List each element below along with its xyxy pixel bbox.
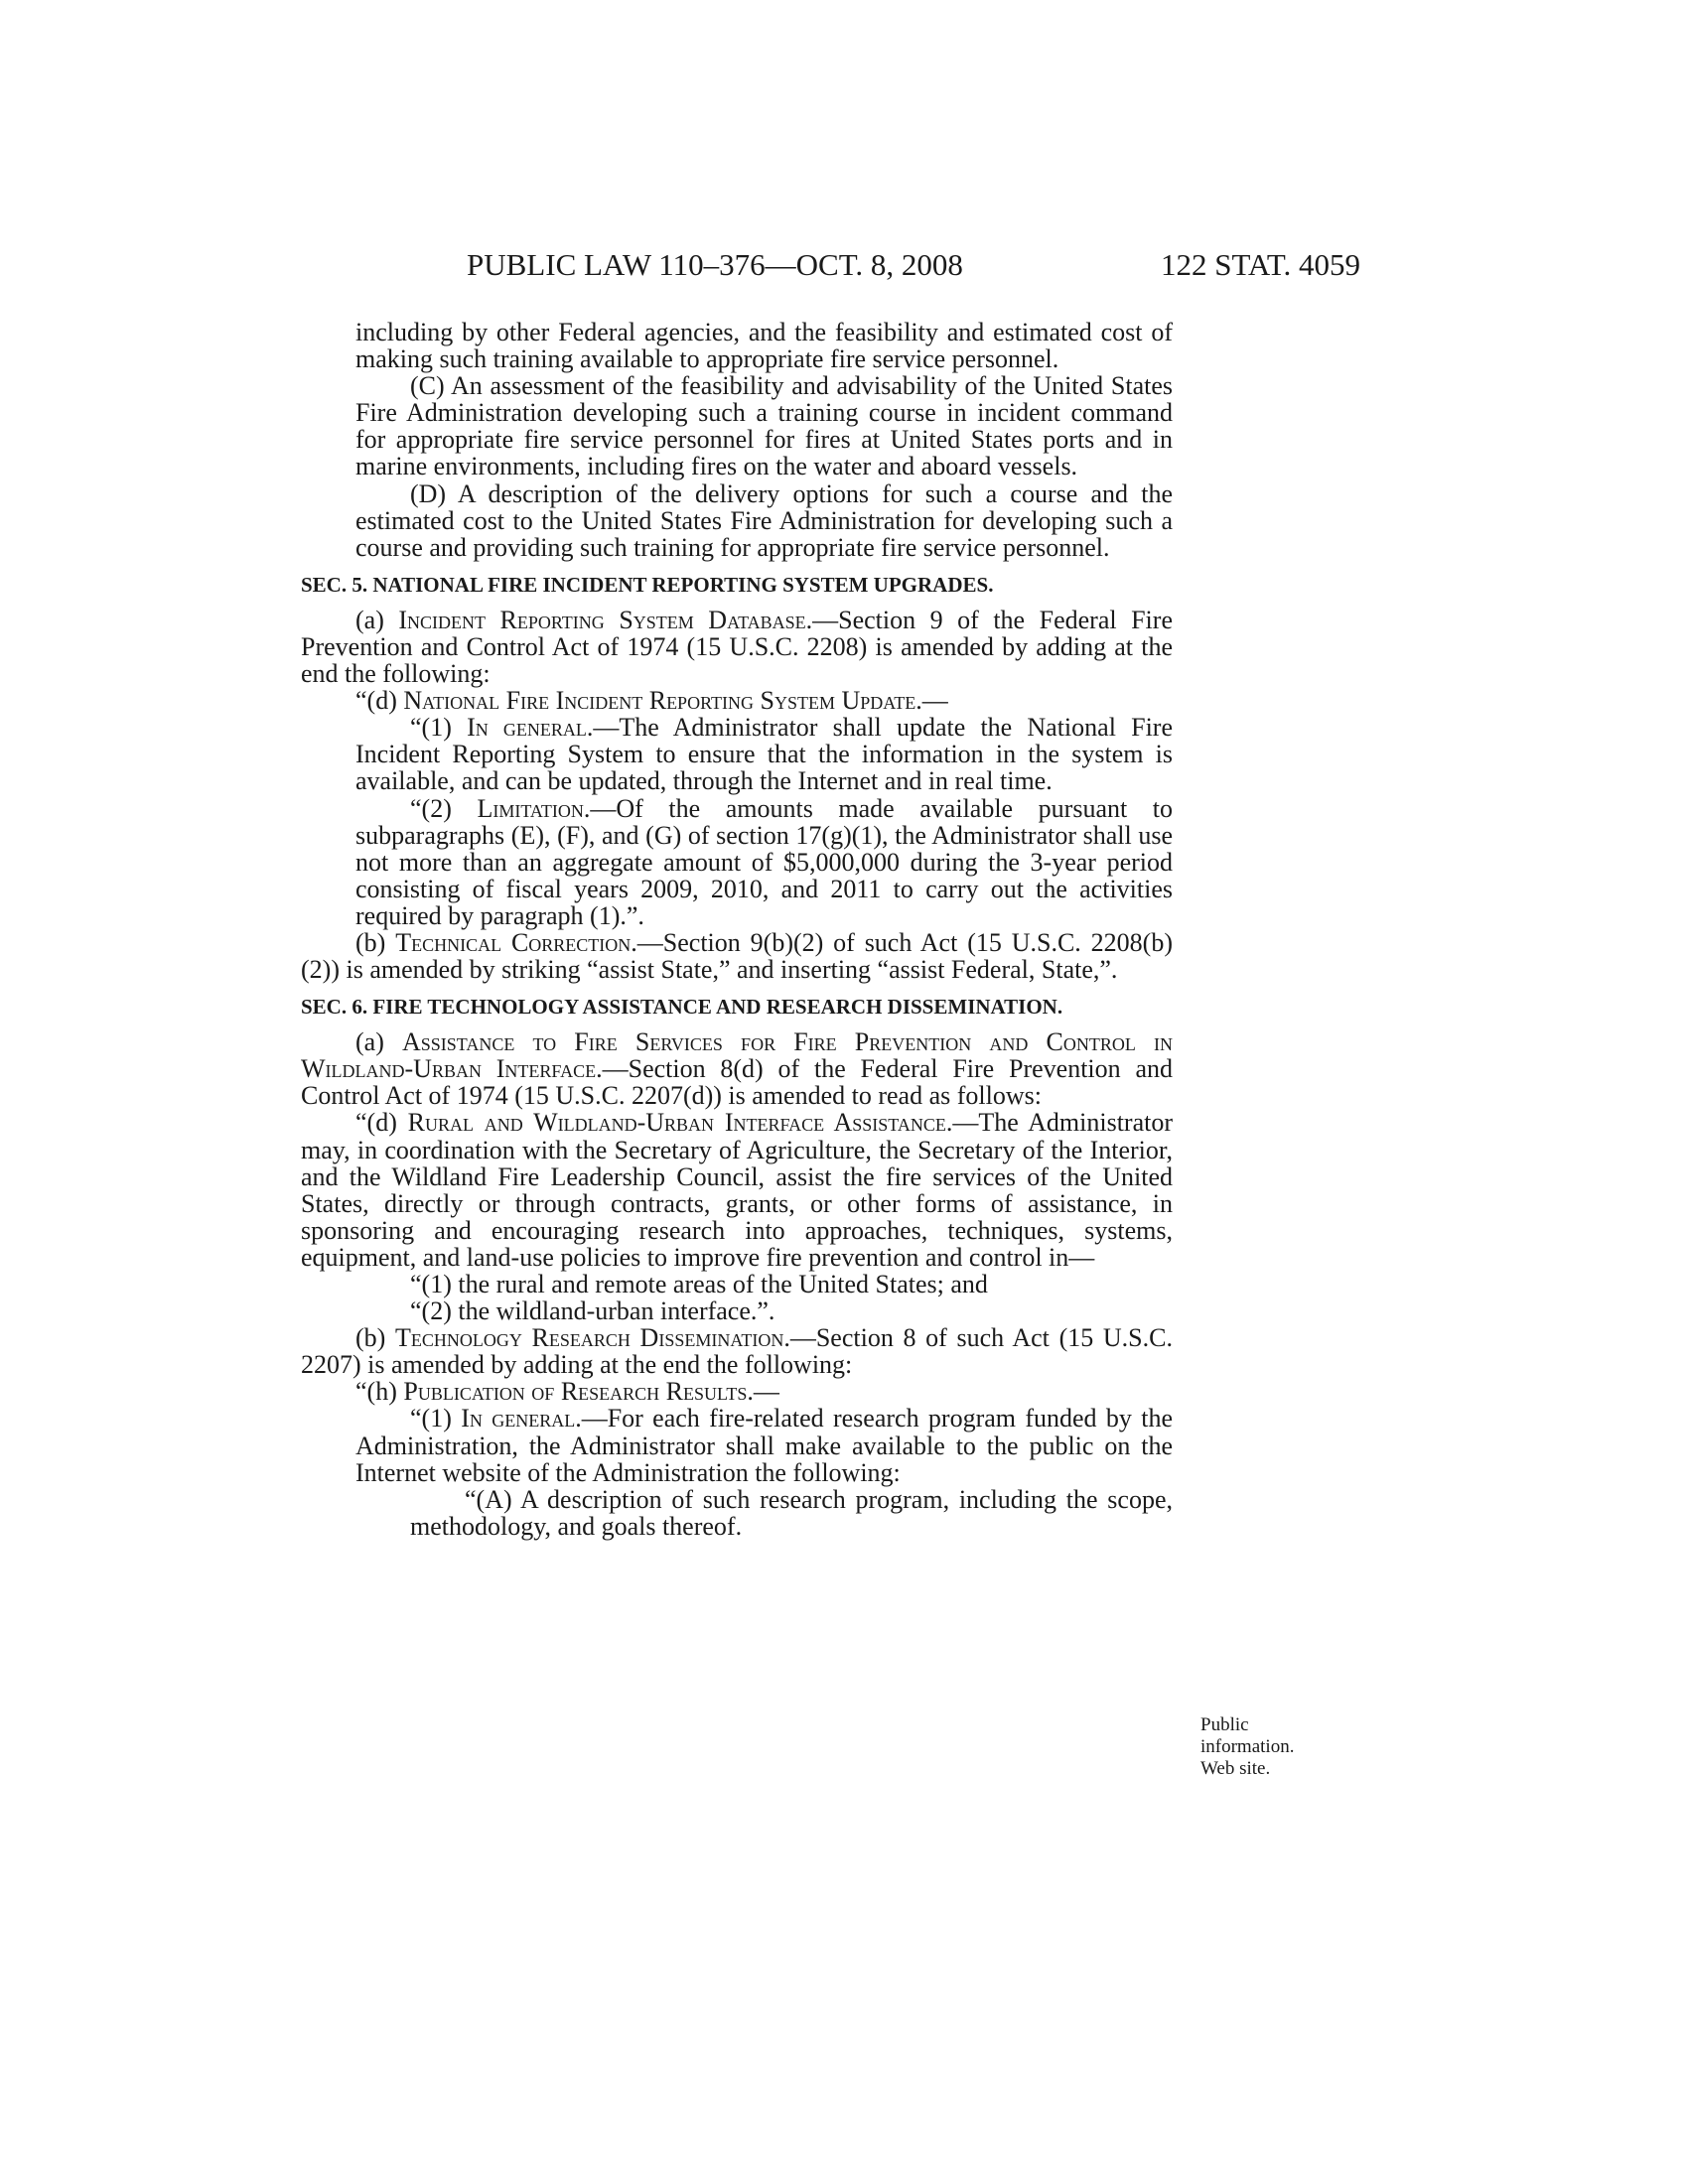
label-b: (b)	[355, 927, 396, 957]
subsection-5a	[301, 607, 1173, 687]
label-a: (a)	[355, 605, 399, 634]
quoted-subsection-6d-text: —The Administrator may, in coordination with the Secretary of Agriculture, the Secretary of the Interior, and the Wildland Fire Leadership Council, assist the fire services of the United States, directly or through contracts, grants, or other forms of assistance, in sponsoring and encouraging research into approaches, techniques, systems, equipment, and land-use policies to improve fire prevention and control in—	[301, 1108, 1173, 1272]
section-5-heading: SEC. 5. NATIONAL FIRE INCIDENT REPORTING SYSTEM UPGRADES.	[301, 572, 994, 597]
subsection-5b	[301, 929, 1173, 983]
quoted-subsection-h	[301, 1378, 1173, 1405]
margin-note-line-2: information.	[1200, 1736, 1295, 1757]
subsection-5b-heading: Technical Correction.	[395, 927, 637, 957]
quoted-paragraph-h1-heading: In general.	[461, 1404, 582, 1433]
quoted-subsection-6d	[301, 1109, 1173, 1271]
statute-page-number: 122 STAT. 4059	[1160, 247, 1360, 282]
quoted-subsection-6d-heading: Rural and Wildland-Urban Interface Assistance.	[407, 1108, 953, 1138]
running-header	[467, 245, 1360, 285]
subsection-5a-text: —Section 9 of the Federal Fire Prevention and Control Act of 1974 (15 U.S.C. 2208) is amended by adding at the end the following:	[301, 605, 1173, 689]
subsection-6b	[301, 1324, 1173, 1378]
label-h1: “(1)	[410, 1404, 462, 1433]
quoted-subsection-h-heading: Publication of Research Results.	[403, 1377, 754, 1407]
quoted-paragraph-1	[301, 714, 1173, 794]
label-h: “(h)	[355, 1377, 404, 1407]
subsection-6a-heading: Assistance to Fire Services for Fire Prevention and Control in Wildland-Urban Interface.	[301, 1027, 1173, 1084]
quoted-subsection-h-dash: —	[753, 1377, 779, 1407]
subsection-6a	[301, 1028, 1173, 1109]
quoted-paragraph-2-text: —Of the amounts made available pursuant to subparagraphs (E), (F), and (G) of section 17(g)(1), the Administrator shall use not more than an aggregate amount of $5,000,000 during the 3-year period consisting of fiscal years 2009, 2010, and 2011 to carry out the activities required by paragraph (1).”.	[355, 793, 1174, 930]
quoted-paragraph-1-text: —The Administrator shall update the National Fire Incident Reporting System to ensure that the information in the system is available, and can be updated, through the Internet and in real time.	[355, 713, 1173, 796]
label-d: “(d)	[355, 686, 404, 716]
margin-note	[1200, 1714, 1320, 1780]
quoted-subsection-d: “(d) National Fire Incident Reporting System Update.—	[355, 686, 948, 716]
paragraph-c: (C) An assessment of the feasibility and advisability of the United States Fire Administration developing such a training course in incident command for appropriate fire service personnel for fires at United States ports and in marine environments, including fires on the water and aboard vessels.	[355, 371, 1173, 481]
quoted-paragraph-h1-text: —For each fire-related research program funded by the Administration, the Administrator shall make available to the public on the Internet website of the Administration the following:	[355, 1404, 1174, 1487]
subsection-5b-text: —Section 9(b)(2) of such Act (15 U.S.C. 2208(b)(2)) is amended by striking “assist State,” and inserting “assist Federal, State,”.	[301, 927, 1173, 985]
label-6b: (b)	[355, 1323, 395, 1353]
quoted-paragraph-1-heading: In general.	[467, 713, 594, 743]
quoted-subsection-d-heading: National Fire Incident Reporting System Update.	[403, 686, 922, 716]
paragraph-d: (D) A description of the delivery options for such a course and the estimated cost to the United States Fire Administration for developing such a course and providing such training for appropriate fire service personnel.	[355, 478, 1173, 562]
quoted-item-rural: “(1) the rural and remote areas of the United States; and	[410, 1270, 988, 1298]
header-title: PUBLIC LAW 110–376—OCT. 8, 2008	[467, 247, 963, 282]
margin-note-line-3: Web site.	[1200, 1758, 1271, 1779]
quoted-paragraph-2-heading: Limitation.	[477, 793, 591, 823]
subsection-6b-text: —Section 8 of such Act (15 U.S.C. 2207) is amended by adding at the end the following:	[301, 1323, 1173, 1380]
quoted-paragraph-h1	[301, 1405, 1173, 1485]
label-6a: (a)	[355, 1027, 402, 1057]
subsection-5a-heading: Incident Reporting System Database.	[398, 605, 813, 634]
label-6d: “(d)	[355, 1108, 408, 1138]
label-1: “(1)	[410, 713, 468, 743]
section-6-heading: SEC. 6. FIRE TECHNOLOGY ASSISTANCE AND RESEARCH DISSEMINATION.	[301, 995, 1063, 1020]
subsection-6b-heading: Technology Research Dissemination.	[394, 1323, 790, 1353]
quoted-paragraph-2	[301, 795, 1173, 929]
paragraph-b-continued: including by other Federal agencies, and the feasibility and estimated cost of making such training available to appropriate fire service personnel.	[355, 318, 1173, 374]
margin-note-line-1: Public	[1200, 1714, 1249, 1735]
body-text	[301, 319, 1173, 1540]
subsection-6a-text: —Section 8(d) of the Federal Fire Prevention and Control Act of 1974 (15 U.S.C. 2207(d)) is amended to read as follows:	[301, 1054, 1173, 1111]
quoted-item-wildland: “(2) the wildland-urban interface.”.	[410, 1297, 775, 1326]
label-2: “(2)	[410, 793, 478, 823]
quoted-subparagraph-a: “(A) A description of such research program, including the scope, methodology, and goals thereof.	[410, 1484, 1173, 1541]
